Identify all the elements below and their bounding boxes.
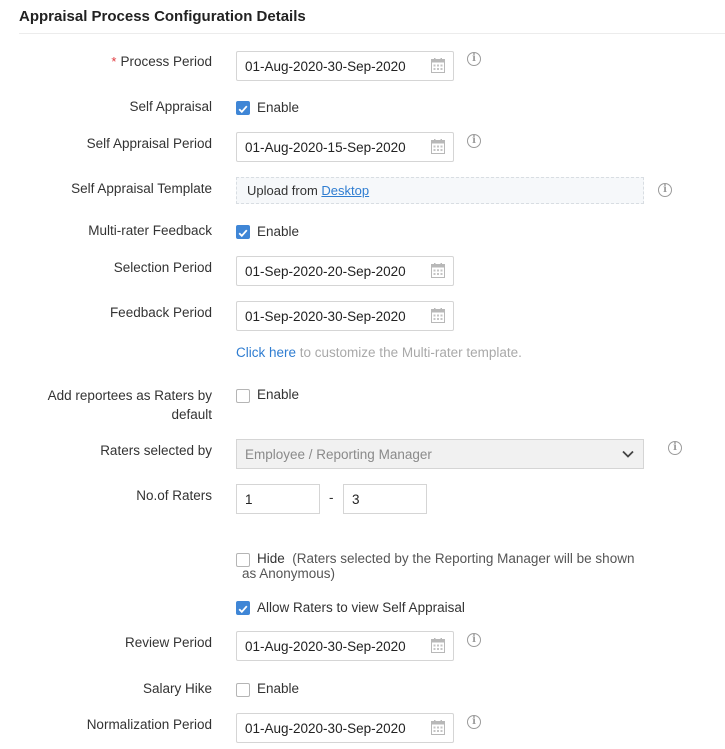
calendar-icon[interactable] <box>431 58 445 73</box>
calendar-icon[interactable] <box>431 263 445 278</box>
raters-selected-by-label: Raters selected by <box>100 443 212 458</box>
process-period-label-text: Process Period <box>120 54 212 69</box>
selection-period-label: Selection Period <box>113 260 212 275</box>
check-icon <box>237 603 249 615</box>
selection-period-input[interactable] <box>236 256 454 286</box>
section-title: Appraisal Process Configuration Details <box>19 8 306 25</box>
hide-label-text: Hide <box>257 551 285 566</box>
multi-rater-feedback-checkbox[interactable] <box>236 225 250 239</box>
customize-template-hint: Click here to customize the Multi-rater template. <box>236 345 522 360</box>
calendar-icon[interactable] <box>431 720 445 735</box>
raters-range-separator: - <box>329 490 334 505</box>
chevron-down-icon <box>622 450 634 458</box>
multi-rater-feedback-label: Multi-rater Feedback <box>88 223 212 238</box>
info-circle-icon[interactable]: i <box>658 183 672 197</box>
normalization-period-label: Normalization Period <box>86 717 212 732</box>
calendar-icon[interactable] <box>431 139 445 154</box>
review-period-label: Review Period <box>124 635 212 650</box>
process-period-label <box>111 54 212 69</box>
raters-selected-by-select[interactable] <box>236 439 644 469</box>
feedback-period-label: Feedback Period <box>109 305 212 320</box>
raters-min-input[interactable] <box>236 484 320 514</box>
self-appraisal-checkbox[interactable] <box>236 101 250 115</box>
review-period-value: 01-Aug-2020-30-Sep-2020 <box>245 639 406 654</box>
self-appraisal-period-input[interactable] <box>236 132 454 162</box>
feedback-period-input[interactable] <box>236 301 454 331</box>
info-circle-icon[interactable]: i <box>467 633 481 647</box>
salary-hike-checkbox[interactable] <box>236 683 250 697</box>
feedback-period-value: 01-Sep-2020-30-Sep-2020 <box>245 309 406 324</box>
salary-hike-enable-label: Enable <box>257 681 300 696</box>
add-reportees-enable-label: Enable <box>257 387 300 402</box>
info-circle-icon[interactable]: i <box>668 441 682 455</box>
process-period-input[interactable] <box>236 51 454 81</box>
upload-desktop-link[interactable]: Desktop <box>321 183 370 198</box>
self-appraisal-enable-label: Enable <box>257 100 300 115</box>
multi-rater-feedback-enable-label: Enable <box>257 224 300 239</box>
raters-max-input[interactable] <box>343 484 427 514</box>
hide-label <box>242 551 652 581</box>
check-icon <box>237 103 249 115</box>
allow-raters-label: Allow Raters to view Self Appraisal <box>257 600 465 615</box>
raters-min-value: 1 <box>245 492 253 507</box>
template-upload-box[interactable] <box>236 177 644 204</box>
calendar-icon[interactable] <box>431 638 445 653</box>
hide-note: (Raters selected by the Reporting Manager will be shown as Anonymous) <box>242 551 635 581</box>
salary-hike-label: Salary Hike <box>142 681 212 696</box>
upload-text: Upload from Desktop <box>247 183 370 198</box>
self-appraisal-period-label: Self Appraisal Period <box>86 136 212 151</box>
add-reportees-checkbox[interactable] <box>236 389 250 403</box>
click-here-link[interactable]: Click here <box>236 345 297 360</box>
review-period-input[interactable] <box>236 631 454 661</box>
required-mark: * <box>111 54 117 69</box>
title-divider <box>19 33 725 34</box>
calendar-icon[interactable] <box>431 308 445 323</box>
process-period-value: 01-Aug-2020-30-Sep-2020 <box>245 59 406 74</box>
normalization-period-input[interactable] <box>236 713 454 743</box>
self-appraisal-label: Self Appraisal <box>129 99 212 114</box>
self-appraisal-period-value: 01-Aug-2020-15-Sep-2020 <box>245 140 406 155</box>
info-circle-icon[interactable]: i <box>467 715 481 729</box>
self-appraisal-template-label: Self Appraisal Template <box>71 181 212 196</box>
info-circle-icon[interactable]: i <box>467 134 481 148</box>
info-circle-icon[interactable]: i <box>467 52 481 66</box>
raters-selected-by-value: Employee / Reporting Manager <box>245 447 432 462</box>
add-reportees-label: Add reportees as Raters by default <box>47 388 212 422</box>
check-icon <box>237 227 249 239</box>
raters-max-value: 3 <box>352 492 360 507</box>
no-of-raters-label: No.of Raters <box>136 488 212 503</box>
selection-period-value: 01-Sep-2020-20-Sep-2020 <box>245 264 406 279</box>
allow-raters-checkbox[interactable] <box>236 601 250 615</box>
normalization-period-value: 01-Aug-2020-30-Sep-2020 <box>245 721 406 736</box>
